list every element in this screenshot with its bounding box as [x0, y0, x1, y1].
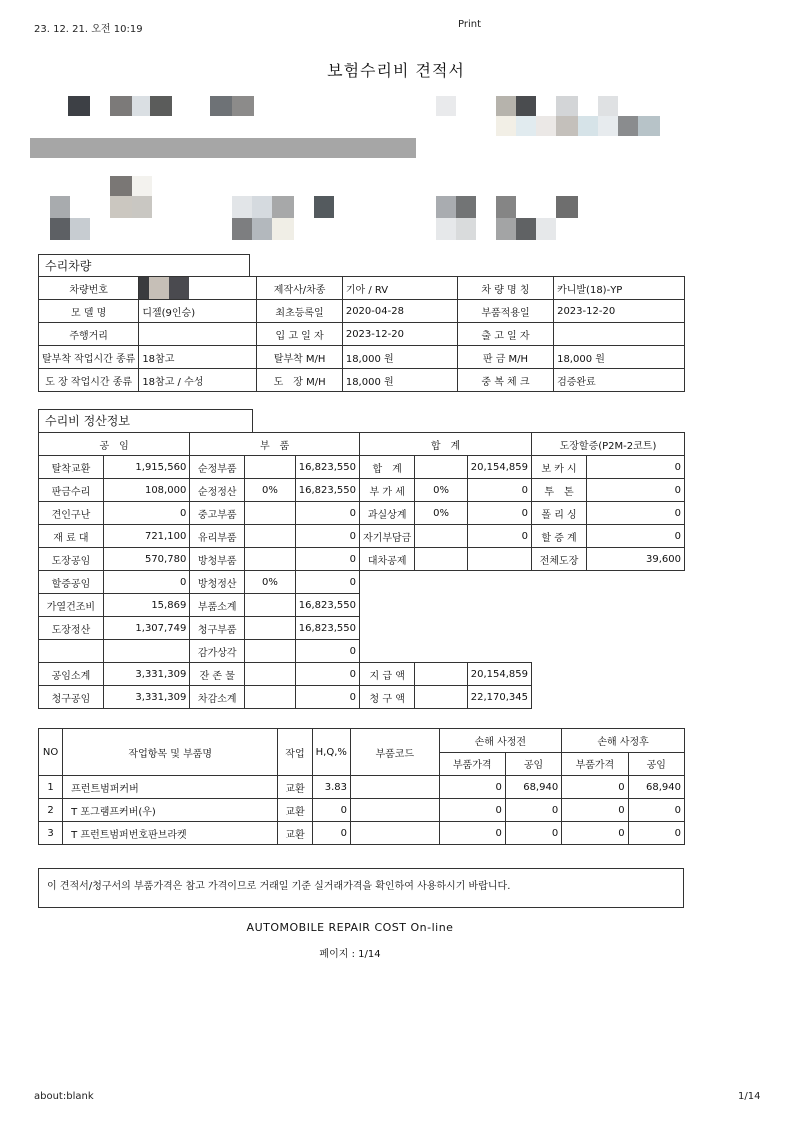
before-header: 손해 사정전 [439, 729, 562, 753]
settlement-label-cell: 청구부품 [190, 617, 245, 640]
settlement-empty-cell [415, 571, 467, 594]
parts-cell: T 포그램프커버(우) [63, 799, 278, 822]
settlement-empty-cell [467, 640, 531, 663]
vehicle-info-table [38, 276, 685, 392]
settlement-empty-cell [587, 663, 685, 686]
parts-cell: 0 [562, 822, 628, 845]
settlement-label-cell: 폴 리 싱 [531, 502, 586, 525]
settlement-table [38, 432, 685, 709]
settlement-value-cell: 0 [295, 548, 359, 571]
mileage-value [139, 323, 257, 346]
detach-value: 18참고 [139, 346, 257, 369]
settlement-value-cell: 과실상계 [360, 502, 415, 525]
settlement-value-cell: 지 급 액 [360, 663, 415, 686]
settlement-value-cell: 1,915,560 [103, 456, 189, 479]
panel-mh-label: 판 금 M/H [457, 346, 553, 369]
vehicle-row-5 [39, 369, 685, 392]
settlement-value-cell: 0 [467, 502, 531, 525]
settlement-label-cell: 잔 존 물 [190, 663, 245, 686]
settlement-value-cell: 0 [295, 571, 359, 594]
out-date-value [554, 323, 685, 346]
out-date-label: 출 고 일 자 [457, 323, 553, 346]
settlement-header-row [39, 433, 685, 456]
settlement-empty-cell [360, 594, 415, 617]
settlement-label-cell: 가열건조비 [39, 594, 104, 617]
settlement-label-cell [415, 686, 467, 709]
settlement-label-cell: 도장정산 [39, 617, 104, 640]
no-header: NO [39, 729, 63, 776]
notice-text: 이 견적서/청구서의 부품가격은 참고 가격이므로 거래일 기준 실거래가격을 확인하여 사용하시기 바랍니다. [47, 881, 511, 892]
settlement-value-cell: 0 [587, 502, 685, 525]
parts-cell: 0 [562, 799, 628, 822]
settlement-value-cell [245, 640, 296, 663]
before-price-header: 부품가격 [439, 752, 505, 776]
settlement-label-cell: 청구공임 [39, 686, 104, 709]
settlement-row [39, 456, 685, 479]
settlement-value-cell: 0 [467, 525, 531, 548]
parts-cell [351, 776, 440, 799]
parts-cell: 0 [439, 799, 505, 822]
first-reg-value: 2020-04-28 [342, 300, 457, 323]
settlement-row [39, 686, 685, 709]
labor-header: 공 임 [39, 433, 190, 456]
settlement-section-title: 수리비 정산정보 [38, 409, 253, 432]
settlement-value-cell: 22,170,345 [467, 686, 531, 709]
settlement-label-cell: 순정부품 [190, 456, 245, 479]
work-header: 작업 [278, 729, 312, 776]
settlement-value-cell: 0 [295, 525, 359, 548]
maker-value: 기아 / RV [342, 277, 457, 300]
settlement-value-cell: 0 [467, 479, 531, 502]
parts-cell: 0 [439, 776, 505, 799]
dup-check-label: 중 복 체 크 [457, 369, 553, 392]
paint-mh-label: 도 장 M/H [257, 369, 342, 392]
settlement-empty-cell [415, 640, 467, 663]
settlement-empty-cell [587, 617, 685, 640]
settlement-value-cell: 0 [295, 686, 359, 709]
paint-value: 18참고 / 수성 [139, 369, 257, 392]
vehicle-section-title: 수리차량 [38, 254, 250, 277]
settlement-value-cell: 20,154,859 [467, 456, 531, 479]
paint-label: 도 장 작업시간 종류 [39, 369, 139, 392]
settlement-value-cell: 0 [295, 640, 359, 663]
settlement-empty-cell [587, 594, 685, 617]
settlement-empty-cell [587, 640, 685, 663]
settlement-label-cell: 판금수리 [39, 479, 104, 502]
settlement-empty-cell [415, 594, 467, 617]
settlement-row [39, 617, 685, 640]
settlement-row [39, 525, 685, 548]
settlement-row [39, 548, 685, 571]
settlement-row [39, 502, 685, 525]
settlement-label-cell: 탈착교환 [39, 456, 104, 479]
settlement-value-cell: 16,823,550 [295, 479, 359, 502]
settlement-label-cell: 도장공임 [39, 548, 104, 571]
parts-cell: 0 [439, 822, 505, 845]
parts-cell: 교환 [278, 799, 312, 822]
settlement-value-cell [245, 686, 296, 709]
parts-cell: 68,940 [628, 776, 684, 799]
settlement-value-cell [245, 548, 296, 571]
in-date-label: 입 고 일 자 [257, 323, 342, 346]
settlement-row [39, 594, 685, 617]
settlement-label-cell: 감가상각 [190, 640, 245, 663]
print-datetime: 23. 12. 21. 오전 10:19 [34, 24, 143, 35]
settlement-empty-cell [531, 617, 586, 640]
paint-mh-value: 18,000 원 [342, 369, 457, 392]
print-url: about:blank [34, 1091, 94, 1102]
settlement-value-cell: 16,823,550 [295, 617, 359, 640]
vehicle-row-4 [39, 346, 685, 369]
settlement-row [39, 640, 685, 663]
settlement-value-cell: 16,823,550 [295, 594, 359, 617]
settlement-value-cell: 0 [103, 571, 189, 594]
settlement-label-cell: 재 료 대 [39, 525, 104, 548]
settlement-empty-cell [587, 686, 685, 709]
settlement-label-cell: 할증공임 [39, 571, 104, 594]
table-row [39, 776, 685, 799]
model-value: 디젤(9인승) [139, 300, 257, 323]
settlement-empty-cell [531, 686, 586, 709]
code-header: 부품코드 [351, 729, 440, 776]
settlement-label-cell: 차감소계 [190, 686, 245, 709]
settlement-value-cell [245, 502, 296, 525]
print-label: Print [458, 19, 482, 30]
settlement-label-cell: 투 톤 [531, 479, 586, 502]
settlement-value-cell: 0% [245, 479, 296, 502]
settlement-value-cell: 15,869 [103, 594, 189, 617]
settlement-empty-cell [360, 640, 415, 663]
first-reg-label: 최초등록일 [257, 300, 342, 323]
settlement-empty-cell [467, 571, 531, 594]
settlement-value-cell [103, 640, 189, 663]
settlement-value-cell: 16,823,550 [295, 456, 359, 479]
settlement-empty-cell [531, 663, 586, 686]
parts-cell: 1 [39, 776, 63, 799]
parts-cell: 0 [505, 799, 561, 822]
item-header: 작업항목 및 부품명 [63, 729, 278, 776]
notice-box [38, 868, 684, 908]
table-row [39, 822, 685, 845]
settlement-label-cell [415, 456, 467, 479]
settlement-value-cell [467, 548, 531, 571]
after-price-header: 부품가격 [562, 752, 628, 776]
settlement-value-cell: 청 구 액 [360, 686, 415, 709]
settlement-empty-cell [531, 571, 586, 594]
parts-cell: T 프런트범퍼번호판브라켓 [63, 822, 278, 845]
car-name-label: 차 량 명 칭 [457, 277, 553, 300]
plate-value-redacted [139, 277, 257, 300]
parts-cell: 68,940 [505, 776, 561, 799]
settlement-label-cell: 방청정산 [190, 571, 245, 594]
settlement-label-cell [415, 663, 467, 686]
settlement-label-cell: 0% [415, 502, 467, 525]
settlement-value-cell [245, 663, 296, 686]
settlement-value-cell: 39,600 [587, 548, 685, 571]
detach-mh-label: 탈부착 M/H [257, 346, 342, 369]
footer-title: AUTOMOBILE REPAIR COST On-line [246, 921, 454, 934]
parts-cell: 3.83 [312, 776, 350, 799]
vehicle-row-2 [39, 300, 685, 323]
settlement-value-cell [245, 594, 296, 617]
parts-cell: 0 [312, 799, 350, 822]
detach-label: 탈부착 작업시간 종류 [39, 346, 139, 369]
panel-mh-value: 18,000 원 [554, 346, 685, 369]
settlement-empty-cell [360, 617, 415, 640]
hq-header: H,Q,% [312, 729, 350, 776]
plate-label: 차량번호 [39, 277, 139, 300]
settlement-label-cell: 순정정산 [190, 479, 245, 502]
parts-table [38, 728, 685, 845]
settlement-empty-cell [587, 571, 685, 594]
settlement-value-cell: 108,000 [103, 479, 189, 502]
parts-header: 부 품 [190, 433, 360, 456]
parts-cell: 교환 [278, 776, 312, 799]
settlement-empty-cell [531, 640, 586, 663]
total-header: 합 계 [360, 433, 532, 456]
settlement-value-cell: 대차공제 [360, 548, 415, 571]
parts-cell: 3 [39, 822, 63, 845]
settlement-label-cell [415, 548, 467, 571]
settlement-empty-cell [467, 617, 531, 640]
settlement-value-cell: 0 [587, 479, 685, 502]
settlement-row [39, 663, 685, 686]
in-date-value: 2023-12-20 [342, 323, 457, 346]
parts-cell [351, 799, 440, 822]
settlement-value-cell: 1,307,749 [103, 617, 189, 640]
settlement-value-cell: 부 가 세 [360, 479, 415, 502]
print-page: 1/14 [738, 1091, 761, 1102]
maker-label: 제작사/차종 [257, 277, 342, 300]
parts-cell [351, 822, 440, 845]
parts-cell: 프런트범퍼커버 [63, 776, 278, 799]
vehicle-row-1 [39, 277, 685, 300]
vehicle-row-3 [39, 323, 685, 346]
settlement-empty-cell [467, 594, 531, 617]
settlement-label-cell: 0% [415, 479, 467, 502]
settlement-value-cell: 0 [587, 525, 685, 548]
parts-cell: 0 [562, 776, 628, 799]
settlement-label-cell [415, 525, 467, 548]
page-indicator: 페이지 : 1/14 [319, 949, 381, 960]
mileage-label: 주행거리 [39, 323, 139, 346]
parts-cell: 0 [505, 822, 561, 845]
settlement-value-cell: 3,331,309 [103, 686, 189, 709]
document-title: 보험수리비 견적서 [327, 61, 465, 80]
table-row [39, 799, 685, 822]
parts-apply-label: 부품적용일 [457, 300, 553, 323]
parts-cell: 0 [628, 822, 684, 845]
settlement-value-cell: 721,100 [103, 525, 189, 548]
parts-header-row-1 [39, 729, 685, 753]
parts-cell: 교환 [278, 822, 312, 845]
settlement-empty-cell [360, 571, 415, 594]
settlement-empty-cell [531, 594, 586, 617]
paint-surcharge-header: 도장할증(P2M-2코트) [531, 433, 684, 456]
settlement-value-cell: 합 계 [360, 456, 415, 479]
settlement-value-cell: 20,154,859 [467, 663, 531, 686]
model-label: 모 델 명 [39, 300, 139, 323]
settlement-value-cell: 0% [245, 571, 296, 594]
settlement-value-cell: 0 [295, 663, 359, 686]
settlement-row [39, 571, 685, 594]
after-labor-header: 공임 [628, 752, 684, 776]
settlement-label-cell: 중고부품 [190, 502, 245, 525]
settlement-value-cell: 0 [103, 502, 189, 525]
settlement-value-cell: 3,331,309 [103, 663, 189, 686]
parts-cell: 0 [312, 822, 350, 845]
settlement-value-cell: 자기부담금 [360, 525, 415, 548]
before-labor-header: 공임 [505, 752, 561, 776]
parts-cell: 0 [628, 799, 684, 822]
settlement-value-cell: 0 [295, 502, 359, 525]
settlement-label-cell: 유리부품 [190, 525, 245, 548]
parts-cell: 2 [39, 799, 63, 822]
settlement-label-cell: 보 카 시 [531, 456, 586, 479]
settlement-value-cell [245, 525, 296, 548]
settlement-value-cell: 570,780 [103, 548, 189, 571]
settlement-label-cell: 방청부품 [190, 548, 245, 571]
parts-apply-value: 2023-12-20 [554, 300, 685, 323]
settlement-value-cell: 0 [587, 456, 685, 479]
after-header: 손해 사정후 [562, 729, 685, 753]
settlement-label-cell: 부품소계 [190, 594, 245, 617]
settlement-value-cell [245, 456, 296, 479]
settlement-label-cell: 전체도장 [531, 548, 586, 571]
settlement-label-cell: 할 증 계 [531, 525, 586, 548]
car-name-value: 카니발(18)-YP [554, 277, 685, 300]
settlement-row [39, 479, 685, 502]
dup-check-value: 검증완료 [554, 369, 685, 392]
detach-mh-value: 18,000 원 [342, 346, 457, 369]
settlement-label-cell: 공임소계 [39, 663, 104, 686]
settlement-label-cell [39, 640, 104, 663]
settlement-value-cell [245, 617, 296, 640]
settlement-empty-cell [415, 617, 467, 640]
settlement-label-cell: 견인구난 [39, 502, 104, 525]
